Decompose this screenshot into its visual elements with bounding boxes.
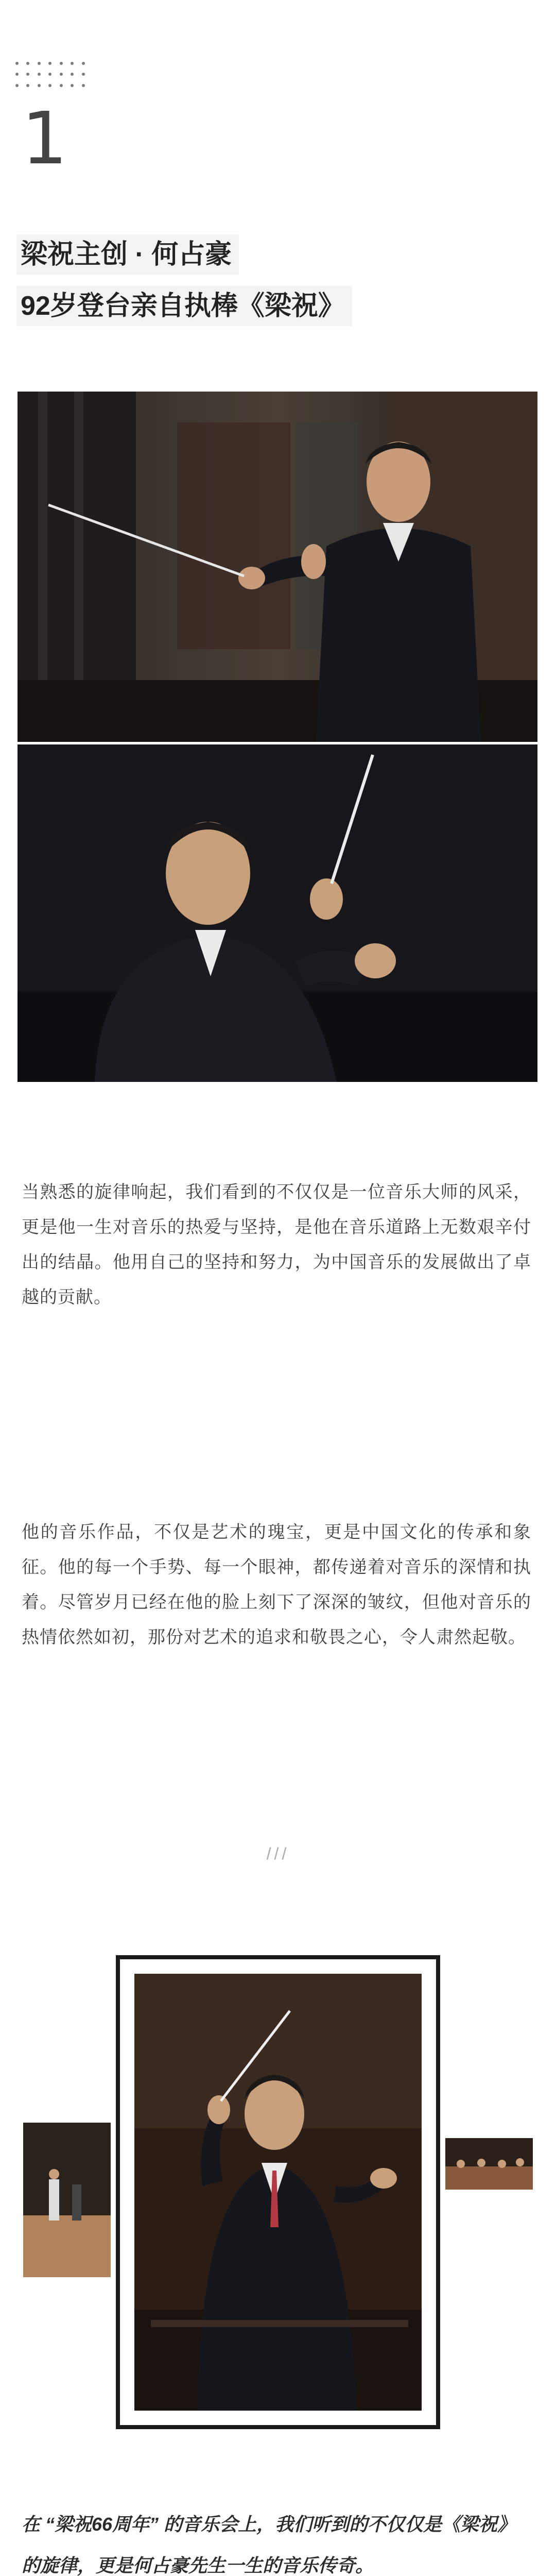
dot-grid-decoration xyxy=(15,62,93,89)
section-number: 1 xyxy=(22,97,68,181)
title-line-2: 92岁登台亲自执棒《梁祝》 xyxy=(16,286,352,326)
intro-paragraph-2: 他的音乐作品，不仅是艺术的瑰宝，更是中国文化的传承和象征。他的每一个手势、每一个眼神，都传递着对音乐的深情和执着。尽管岁月已经在他的脸上刻下了深深的皱纹，但他对音乐的热情依然如初，那份对艺术的追求和敬畏之心，令人肃然起敬。 xyxy=(22,1522,531,1647)
highlight-quote: 在 “梁祝66周年” 的音乐会上，我们听到的不仅仅是《梁祝》的旋律，更是何占豪先生一生的音乐传奇。 xyxy=(22,2514,516,2576)
framed-conductor-photo xyxy=(116,1955,440,2429)
intro-paragraph-1: 当熟悉的旋律响起，我们看到的不仅仅是一位音乐大师的风采，更是他一生对音乐的热爱与坚持，是他在音乐道路上无数艰辛付出的结晶。他用自己的坚持和努力，为中国音乐的发展做出了卓越的贡献。 xyxy=(22,1182,531,1307)
side-thumbnail-left xyxy=(23,2123,111,2277)
conductor-photo-bottom xyxy=(18,744,537,1082)
slash-divider: /// xyxy=(266,1844,290,1863)
side-thumbnail-right xyxy=(445,2138,533,2190)
conductor-photo-top xyxy=(18,392,537,742)
title-line-1: 梁祝主创 · 何占豪 xyxy=(16,234,239,275)
